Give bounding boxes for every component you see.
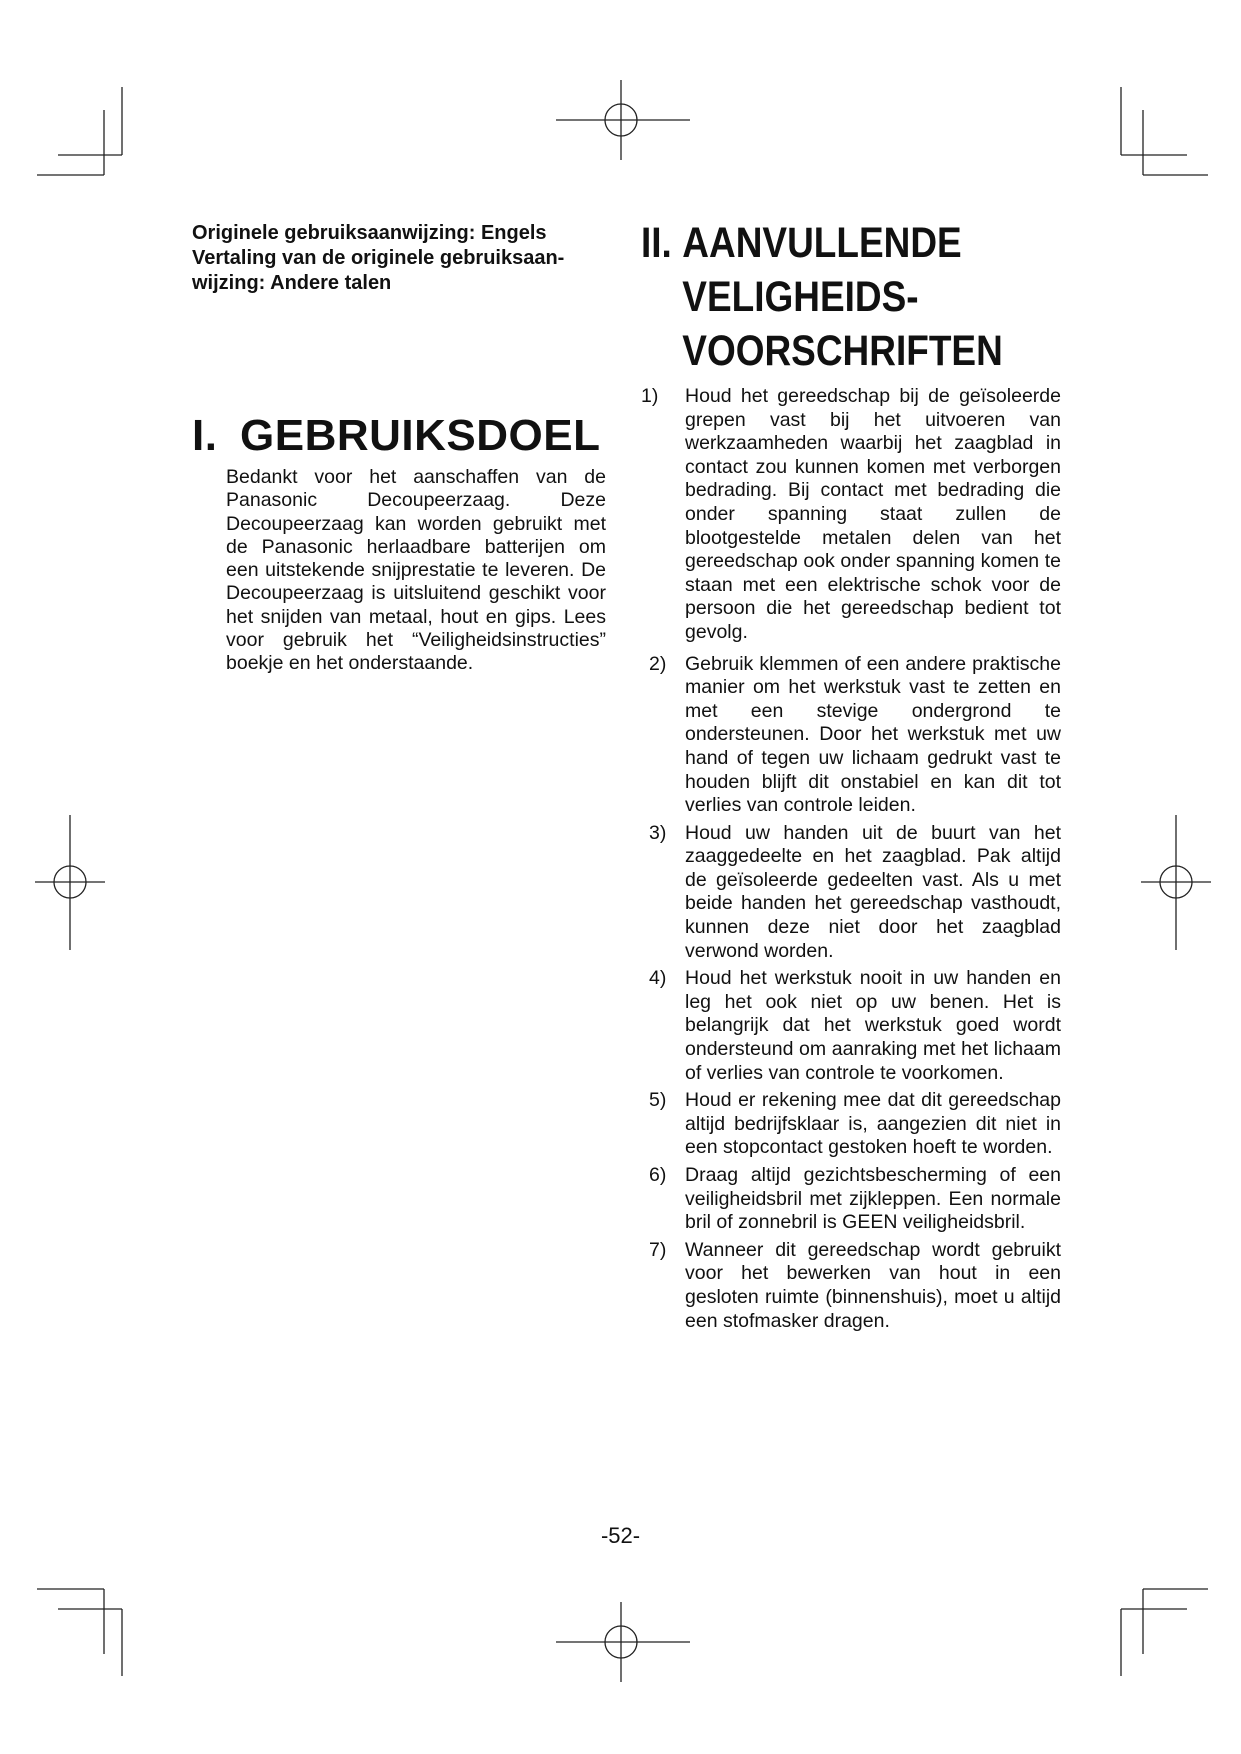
list-item-number: 2): [649, 652, 667, 675]
list-item-text: Houd het werkstuk nooit in uw handen en leg het ook niet op uw benen. Het is belangrijk dat het werkstuk goed wordt ondersteund om aanraking met het lichaam of verlies van controle te voorkomen.: [685, 967, 1061, 1084]
list-item-number: 3): [649, 821, 667, 844]
list-item: [641, 385, 1081, 645]
translation-note-line: Originele gebruiksaanwijzing: Engels: [192, 222, 547, 244]
list-item-text: Houd er rekening mee dat dit gereedschap altijd bedrijfsklaar is, aangezien dit niet in een stopcontact gestoken hoeft te worden.: [685, 1089, 1061, 1159]
section-1-title: GEBRUIKSDOEL: [240, 411, 601, 460]
list-item-number: 1): [641, 385, 659, 407]
translation-note: [192, 221, 612, 296]
list-item: [641, 967, 1081, 1085]
registration-target-left: [35, 815, 105, 950]
section-1-body: Bedankt voor het aanschaffen van de Panasonic Decoupeerzaag. Deze Decoupeerzaag kan worden gebruikt met de Panasonic herlaadbare batterijen om een uitstekende snijprestatie te leveren. De Decoupeerzaag is uitsluitend geschikt voor het snijden van metaal, hout en gips. Lees voor gebruik het “Veiligheidsinstructies” boekje en het onderstaande.: [226, 466, 606, 675]
list-item-text: Wanneer dit gereedschap wordt gebruikt voor het bewerken van hout in een gesloten ruimte (binnenshuis), moet u altijd een stofmasker dragen.: [685, 1238, 1061, 1332]
section-1-number: I.: [192, 411, 218, 460]
list-item-number: 6): [649, 1164, 667, 1186]
list-item: [641, 1089, 1081, 1160]
list-item-number: 5): [649, 1089, 667, 1112]
list-item: [641, 1239, 1081, 1333]
page-number: -52-: [600, 1523, 641, 1548]
section-2-number: II.: [641, 219, 672, 267]
list-item: [641, 1164, 1081, 1235]
list-item-text: Gebruik klemmen of een andere praktische manier om het werkstuk vast te zetten en met een stevige ondergrond te ondersteunen. Door het werkstuk met uw hand of tegen uw lichaam gedrukt vast te houden blijft dit onstabiel en kan dit tot verlies van controle leiden.: [685, 652, 1061, 817]
safety-instructions-list: [641, 385, 1081, 1337]
translation-note-line: Vertaling van de originele gebruiksaan-: [192, 247, 565, 269]
registration-target-top: [556, 80, 690, 160]
list-item: [641, 822, 1081, 964]
registration-target-right: [1141, 815, 1211, 950]
list-item-number: 4): [649, 967, 667, 990]
list-item-text: Houd uw handen uit de buurt van het zaaggedeelte en het zaagblad. Pak altijd de geïsoleerde gedeelten vast. Als u met beide handen het gereedschap vasthoudt, kunnen deze niet door het zaagblad verwond worden.: [685, 821, 1061, 962]
registration-target-bottom: [556, 1602, 690, 1682]
list-item-text: Draag altijd gezichtsbescherming of een veiligheidsbril met zijkleppen. Een normale bril of zonnebril is GEEN veiligheidsbril.: [685, 1164, 1061, 1234]
list-item-text: Houd het gereedschap bij de geïsoleerde grepen vast bij het uitvoeren van werkzaamheden waarbij het zaagblad in contact zou kunnen komen met verborgen bedrading. Bij contact met bedrading die onder spanning staat zullen de blootgestelde metalen delen van het gereedschap ook onder spanning komen te staan met een elektrische schok voor de persoon die het gereedschap bedient tot gevolg.: [685, 385, 1061, 643]
translation-note-line: wijzing: Andere talen: [192, 272, 392, 294]
section-1-heading: [192, 410, 600, 462]
section-2-title-line: AANVULLENDE: [682, 219, 962, 267]
section-2-heading: [641, 216, 1002, 378]
list-item-number: 7): [649, 1238, 667, 1261]
list-item: [641, 653, 1081, 818]
section-2-title-line: VOORSCHRIFTEN: [682, 327, 1003, 375]
section-2-title-line: VELIGHEIDS-: [682, 273, 919, 321]
